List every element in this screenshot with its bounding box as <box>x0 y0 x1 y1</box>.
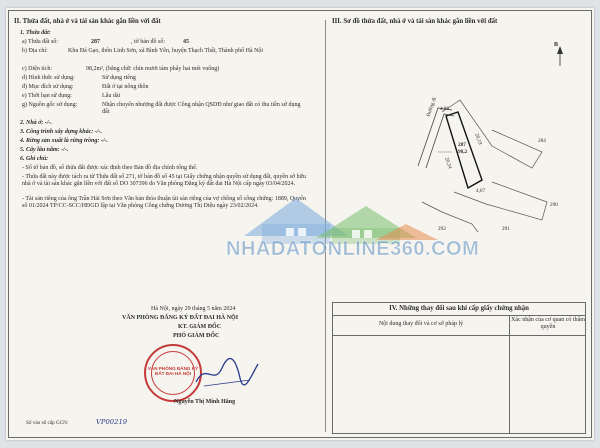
origin-label: g) Nguồn gốc sử dụng: <box>22 102 78 108</box>
parcel-area-on-map: 98,2 <box>458 149 468 155</box>
address-value: Khu Đá Gạo, thôn Linh Sơn, xã Bình Yên, huyện Thạch Thất, Thành phố Hà Nội <box>68 48 264 54</box>
usage-form-value: Sử dụng riêng <box>102 75 136 81</box>
certificate-page <box>6 8 594 440</box>
dimension-1: 4,86 <box>440 106 450 112</box>
dimension-2: 20,19 <box>473 132 483 146</box>
stamp-text: VĂN PHÒNG ĐĂNG KÝ ĐẤT ĐAI HÀ NỘI <box>147 366 199 377</box>
issue-date: Hà Nội, ngày 29 tháng 5 năm 2024 <box>151 306 236 312</box>
map-sheet-label: , tờ bản đồ số: <box>131 39 166 45</box>
neighbor-291-label: 291 <box>502 226 510 232</box>
usage-term-value: Lâu dài <box>102 93 121 99</box>
note-2: - Thửa đất này được tách ra từ Thửa đất số 271, tờ bản đồ số 45 tại Giấy chứng nhận quyền sử dụng đất, quyền sở hữu nhà ở và tài sản khác gắn liền với đất số DO 307396 do Văn phòng Đăng ký đất đai Hà Nội cấp ngày 03/04/2024. <box>22 174 306 187</box>
area-label: c) Diện tích: <box>22 66 52 72</box>
neighbor-284-label: 284 <box>538 138 546 144</box>
usage-purpose-value: Đất ở tại nông thôn <box>102 84 149 90</box>
changes-column-content: Nội dung thay đổi và cơ sở pháp lý <box>378 321 464 327</box>
parcel-number-on-map: 287 <box>458 142 466 148</box>
origin-value: Nhận chuyển nhượng đất được Công nhận QSDĐ như giao đất có thu tiền sử dụng đất <box>102 102 301 115</box>
changes-column-confirmation: Xác nhận của cơ quan có thẩm quyền <box>511 317 585 330</box>
signer-name: Nguyễn Thị Minh Hằng <box>174 399 236 405</box>
forest-heading: 4. Rừng sản xuất là rừng trồng: -/-. <box>20 138 109 144</box>
deputy-director: PHÓ GIÁM ĐỐC <box>173 333 220 339</box>
house-heading: 2. Nhà ở: -/-. <box>20 120 53 126</box>
north-label: B <box>554 42 559 48</box>
serial-label: Số vào sổ cấp GCN: <box>26 420 69 426</box>
signature-scribble <box>192 356 262 392</box>
issuing-office: VĂN PHÒNG ĐĂNG KÝ ĐẤT ĐAI HÀ NỘI <box>122 315 239 321</box>
notes-heading: 6. Ghi chú: <box>20 156 49 162</box>
section-ii-title: II. Thửa đất, nhà ở và tài sản khác gắn liền với đất <box>14 18 161 25</box>
serial-value: VP00219 <box>96 418 128 426</box>
parcel-number-label: a) Thửa đất số: <box>22 39 58 45</box>
perennial-heading: 5. Cây lâu năm: -/-. <box>20 147 69 153</box>
dimension-3: 4,67 <box>476 188 486 194</box>
parcel-heading: 1. Thửa đất: <box>20 30 51 36</box>
dimension-4: 20,34 <box>443 156 453 170</box>
neighbor-290-label: 290 <box>550 202 558 208</box>
map-sheet-value: 45 <box>183 39 189 45</box>
usage-form-label: d) Hình thức sử dụng: <box>22 75 75 81</box>
construction-heading: 3. Công trình xây dựng khác: -/-. <box>20 129 102 135</box>
note-3: - Tài sản riêng của ông Trần Hải Sơn theo Văn bản thỏa thuận tài sản riêng của vợ chồng số công chứng: 1889, Quyển số 01/2024 TP/CC-SCC/HĐGD lập tại Văn phòng Công chứng Dương Thị Diệu ngày 23/02/2024. <box>22 196 306 209</box>
changes-table <box>332 302 586 434</box>
watermark-houses-icon <box>226 184 446 244</box>
address-label: b) Địa chỉ: <box>22 48 48 54</box>
watermark <box>226 184 480 274</box>
section-iii-title: III. Sơ đồ thửa đất, nhà ở và tài sản khác gắn liền với đất <box>332 18 498 25</box>
parcel-number-value: 287 <box>91 39 100 45</box>
usage-purpose-label: đ) Mục đích sử dụng: <box>22 84 74 90</box>
neighbor-284-boundary <box>442 100 542 168</box>
note-1: - Số tờ bản đồ, số thửa đất được xác định theo Bản đồ địa chính tổng thể. <box>22 165 198 171</box>
kt-director: KT. GIÁM ĐỐC <box>178 324 222 330</box>
neighbor-292-label: 292 <box>438 226 446 232</box>
usage-term-label: e) Thời hạn sử dụng: <box>22 93 72 99</box>
area-value: 98,2m², (bằng chữ: chín mươi tám phẩy hai mét vuông) <box>86 66 220 72</box>
watermark-text: NHADATONLINE360.COM <box>226 238 480 260</box>
road-label: Đường đi <box>425 96 438 118</box>
changes-title: IV. Những thay đổi sau khi cấp giấy chứng nhận <box>389 305 529 312</box>
